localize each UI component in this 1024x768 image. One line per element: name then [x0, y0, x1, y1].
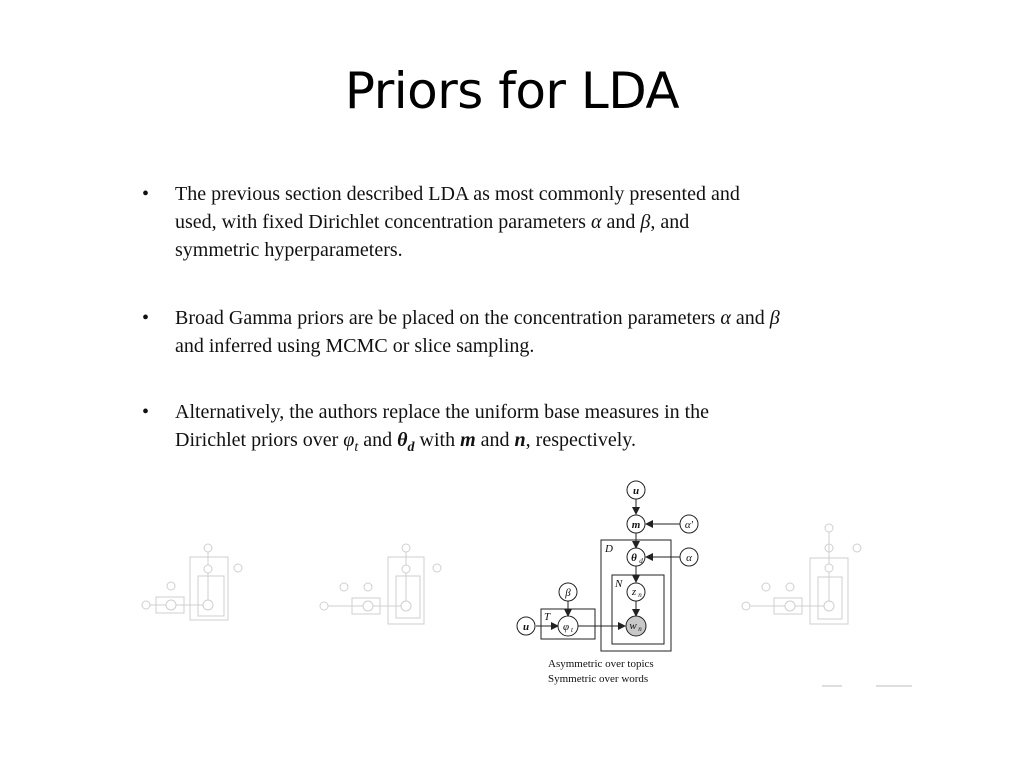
- plate-d-label: D: [605, 543, 613, 555]
- bullet-line: Dirichlet priors over $\varphi_t$ and $\theta_d$ with m and n, respectively.: [175, 429, 636, 455]
- bullet-line: Broad Gamma priors are be placed on the concentration parameters α and β: [175, 307, 780, 329]
- theta-subscript: d: [639, 557, 643, 565]
- math-vector: n: [514, 429, 526, 451]
- z-label: z: [631, 586, 637, 598]
- math-symbol: $\theta_d$: [397, 429, 415, 455]
- faded-model-thumbnail: [320, 544, 441, 624]
- diagram-caption-line1: Asymmetric over topics: [548, 658, 654, 670]
- theta-label: θ: [631, 552, 637, 564]
- m-label: m: [631, 519, 641, 531]
- bullet-dot: •: [142, 401, 150, 423]
- phi-subscript: t: [571, 626, 573, 634]
- math-subscript: t: [354, 440, 359, 455]
- math-symbol: $\varphi_t$: [343, 429, 359, 455]
- alpha-prime-label: α′: [684, 519, 694, 531]
- math-symbol: α: [590, 211, 602, 233]
- u-label: u: [632, 485, 640, 497]
- w-subscript: n: [638, 625, 642, 633]
- math-vector: m: [460, 429, 476, 451]
- w-label: w: [629, 620, 637, 632]
- bullet-dot: •: [142, 307, 150, 329]
- math-symbol: β: [640, 211, 651, 233]
- math-symbol: α: [720, 307, 731, 329]
- bullet-line: symmetric hyperparameters.: [175, 239, 403, 261]
- math-symbol: β: [769, 307, 780, 329]
- slide-title: Priors for LDA: [344, 62, 680, 120]
- math-subscript: d: [407, 440, 415, 455]
- phi-label: φ: [562, 621, 570, 633]
- plate-n-label: N: [615, 578, 623, 590]
- beta-label: β: [565, 587, 571, 599]
- bullet-line: used, with fixed Dirichlet concentration parameters α and β, and: [175, 211, 690, 233]
- faded-model-thumbnail: [742, 524, 861, 624]
- bullet-line: Alternatively, the authors replace the uniform base measures in the: [175, 401, 710, 423]
- z-subscript: n: [638, 591, 642, 599]
- faded-model-thumbnail: [142, 544, 242, 620]
- bullet-dot: •: [142, 183, 150, 205]
- bullet-line: The previous section described LDA as most commonly presented and: [175, 183, 740, 205]
- asymmetric-lda-model: [517, 481, 698, 651]
- plate-t-label: T: [544, 611, 551, 623]
- alpha-label: α: [686, 552, 692, 564]
- diagram-caption-line2: Symmetric over words: [548, 673, 649, 685]
- u-left-label: u: [522, 621, 530, 633]
- bullet-line: and inferred using MCMC or slice sampling.: [175, 335, 535, 357]
